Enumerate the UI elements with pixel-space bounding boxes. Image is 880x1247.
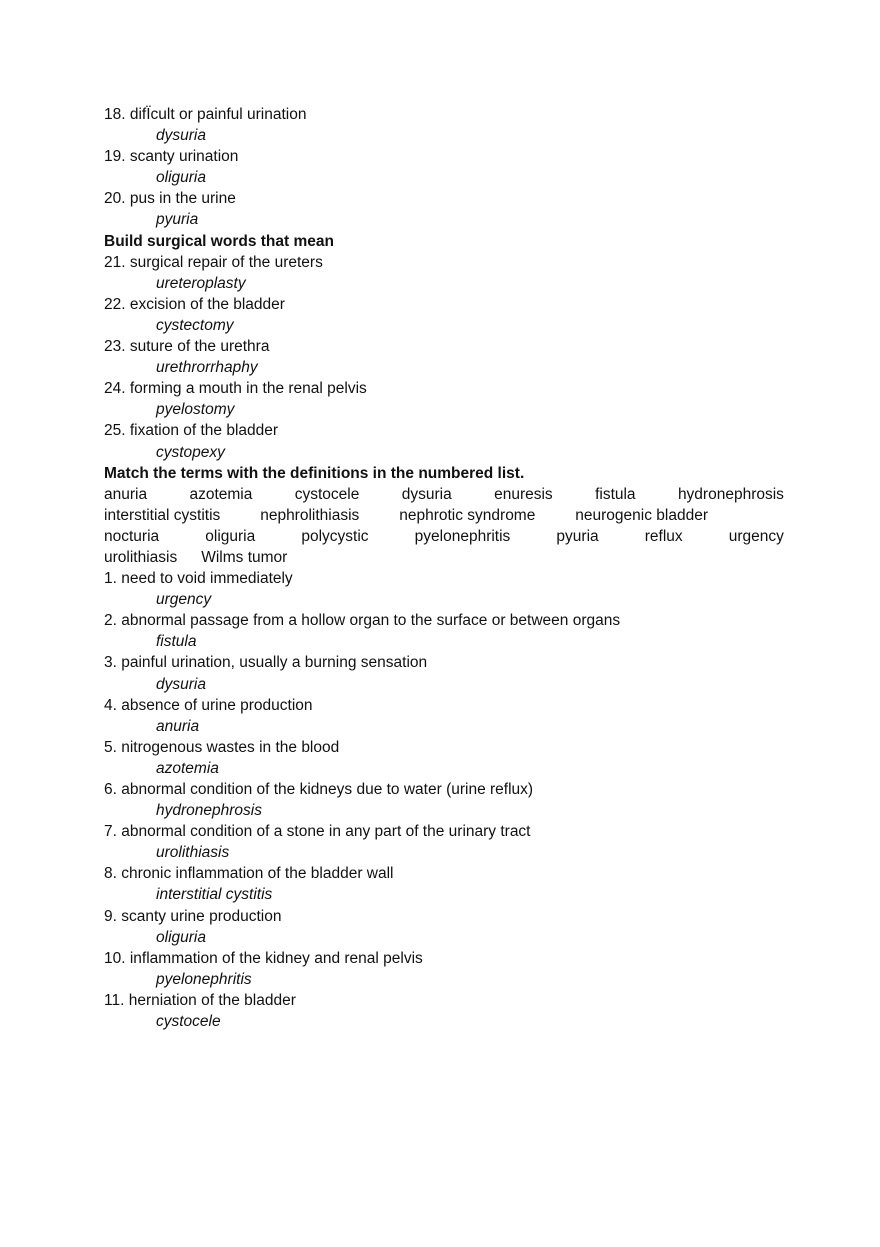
page-content [104,104,784,1032]
question-text: 23. suture of the urethra [104,338,270,356]
question-text: 5. nitrogenous wastes in the blood [104,738,340,756]
term-item: urolithiasis [104,548,178,566]
answer-text: urethrorrhaphy [156,359,258,377]
answer-text: pyelonephritis [156,970,252,988]
question-text: 6. abnormal condition of the kidneys due to water (urine reflux) [104,781,534,798]
question-text: 24. forming a mouth in the renal pelvis [104,380,367,398]
answer-text: ureteroplasty [156,274,246,292]
items-group-a [104,104,784,231]
term-item: nephrolithiasis [260,506,360,524]
question-text: 11. herniation of the bladder [104,991,296,1009]
answer-text: anuria [156,717,200,735]
question-text: 10. inflammation of the kidney and renal pelvis [104,949,423,967]
answer-text: pyuria [156,211,199,229]
surgical-heading: Build surgical words that mean [104,232,334,250]
question-text: 4. absence of urine production [104,696,313,714]
answer-text: azotemia [156,759,219,777]
term-item: neurogenic bladder [575,506,708,524]
answer-text: dysuria [156,127,206,145]
question-text: 20. pus in the urine [104,190,236,208]
term-item: polycystic [301,527,369,545]
term-item: interstitial cystitis [104,506,221,524]
term-item: cystocele [294,485,360,503]
answer-text: fistula [156,633,197,651]
question-text: 1. need to void immediately [104,570,293,588]
term-row [104,484,784,505]
question-text: 9. scanty urine production [104,907,282,925]
term-item: reflux [644,527,683,545]
answer-text: interstitial cystitis [156,886,273,904]
items-group-c [104,568,784,1032]
answer-text: dysuria [156,675,206,693]
term-item: hydronephrosis [677,485,784,503]
term-item: nocturia [104,527,160,545]
answer-text: cystocele [156,1013,221,1031]
term-item: anuria [104,485,148,503]
term-item: fistula [595,485,636,503]
answer-text: oliguria [156,928,206,946]
question-text: 3. painful urination, usually a burning sensation [104,654,428,672]
term-item: pyuria [556,527,599,545]
term-row [104,526,784,547]
term-item: oliguria [205,527,256,545]
term-item: dysuria [401,485,452,503]
question-text: 22. excision of the bladder [104,295,285,313]
answer-text: cystectomy [156,316,234,334]
question-text: 19. scanty urination [104,148,239,166]
term-item: azotemia [189,485,253,503]
term-row [104,505,708,526]
answer-text: pyelostomy [156,401,235,419]
term-item: urgency [728,527,784,545]
answer-text: cystopexy [156,443,225,461]
items-group-b [104,252,784,463]
question-text: 7. abnormal condition of a stone in any part of the urinary tract [104,823,531,841]
term-item: nephrotic syndrome [399,506,536,524]
match-heading: Match the terms with the definitions in the numbered list. [104,464,525,482]
question-text: 21. surgical repair of the ureters [104,253,323,271]
answer-text: urgency [156,591,212,609]
term-row [104,547,784,568]
answer-text: urolithiasis [156,844,230,862]
term-item: Wilms tumor [201,548,288,566]
question-text: 2. abnormal passage from a hollow organ to the surface or between organs [104,612,621,630]
question-text: 25. fixation of the bladder [104,422,279,440]
answer-text: oliguria [156,169,206,187]
answer-text: hydronephrosis [156,802,262,820]
question-text: 18. difÏcult or painful urination [104,106,307,123]
term-item: pyelonephritis [414,527,511,545]
term-bank [104,484,784,568]
question-text: 8. chronic inflammation of the bladder wall [104,865,394,883]
term-item: enuresis [494,485,553,503]
